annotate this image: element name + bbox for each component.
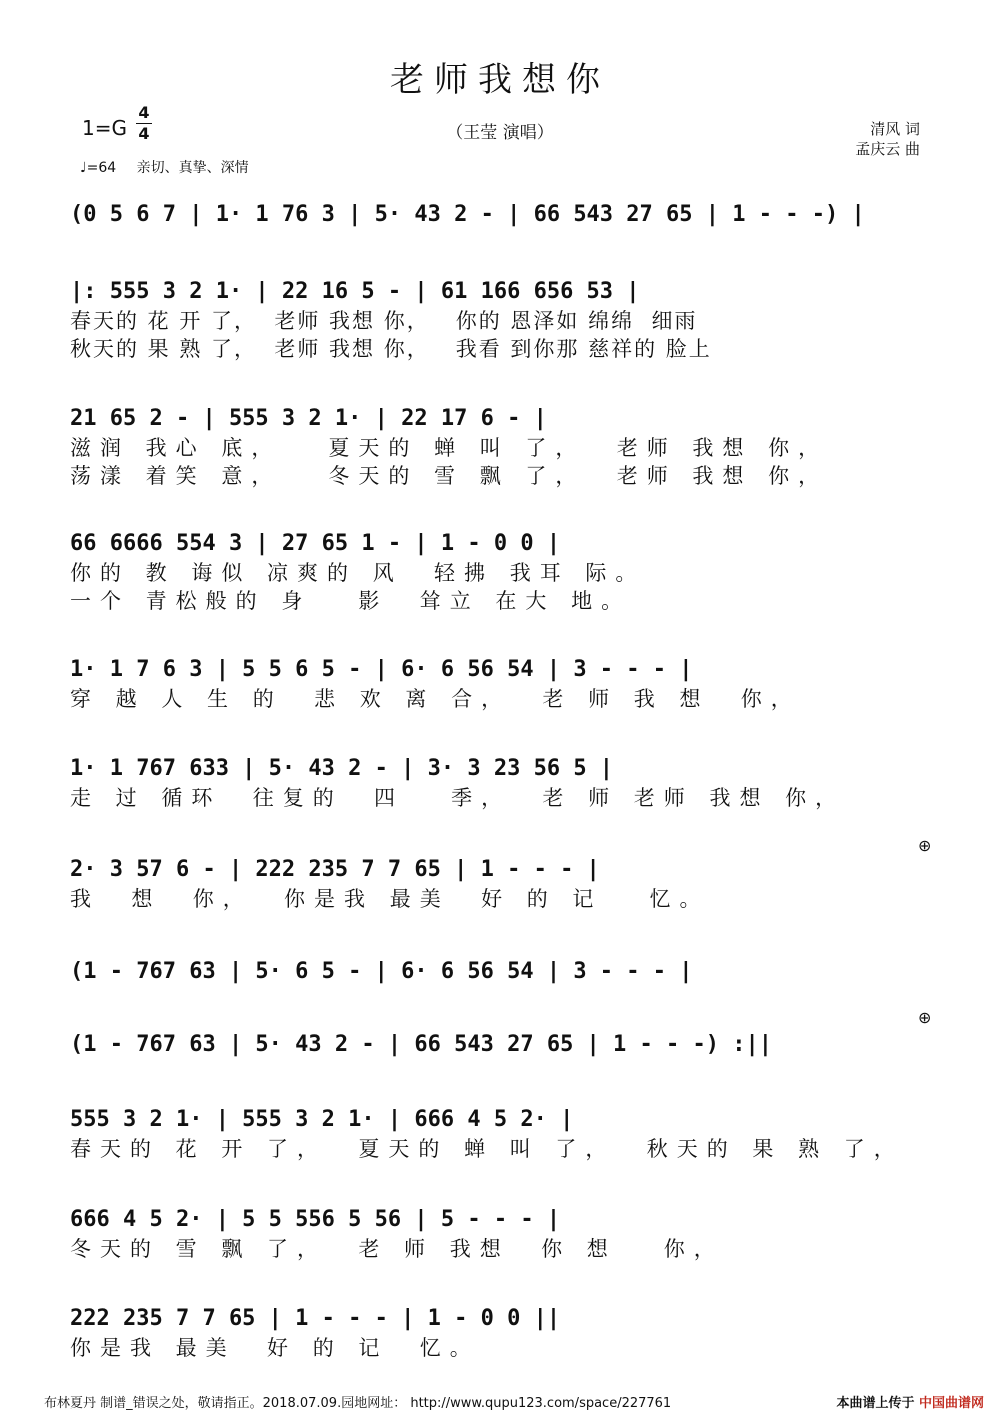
- score-row: [70, 853, 930, 913]
- score-row: [70, 752, 930, 812]
- score-row: [70, 1028, 930, 1060]
- lyric-line: 冬天的 雪 飘 了， 老 师 我想 你 想 你，: [70, 1237, 724, 1261]
- notation-line: 222 235 7 7 65 | 1 - - - | 1 - 0 0 ||: [70, 1305, 561, 1331]
- score-row: [70, 1203, 930, 1263]
- expression-marking: 亲切、真挚、深情: [136, 160, 249, 176]
- lyric-line: 一个 青松般的 身 影 耸立 在大 地。: [70, 589, 632, 613]
- lyric-line: 走 过 循环 往复的 四 季， 老 师 老师 我想 你，: [70, 786, 846, 810]
- lyricist-credit: 清风 词: [870, 120, 920, 138]
- lyric-line: 春天的 花 开 了， 夏天的 蝉 叫 了， 秋天的 果 熟 了，: [70, 1137, 904, 1161]
- footer-source-prefix: 本曲谱上传于: [836, 1396, 915, 1411]
- time-signature-bottom: 4: [138, 124, 150, 143]
- footer-credit: 布林夏丹 制谱_错误之处，敬请指正。2018.07.09.园地网址： http://www.qupu123.com/space/227761: [44, 1396, 672, 1411]
- lyric-line: 滋润 我心 底， 夏天的 蝉 叫 了， 老师 我想 你，: [70, 436, 829, 460]
- score-row: [70, 527, 930, 615]
- tempo-marking: [80, 157, 249, 177]
- footer-source: [836, 1392, 984, 1411]
- singer-credit: （王莹 演唱）: [446, 123, 554, 143]
- notation-line: 1· 1 767 633 | 5· 43 2 - | 3· 3 23 56 5 |: [70, 755, 614, 781]
- lyric-line: 秋天的 果 熟 了， 老师 我想 你， 我看 到你那 慈祥的 脸上: [70, 337, 712, 361]
- notation-line: 21 65 2 - | 555 3 2 1· | 22 17 6 - |: [70, 405, 547, 431]
- notation-line: |: 555 3 2 1· | 22 16 5 - | 61 166 656 53 |: [70, 278, 640, 304]
- lyric-line: 穿 越 人 生 的 悲 欢 离 合， 老 师 我 想 你，: [70, 687, 801, 711]
- notation-line: 555 3 2 1· | 555 3 2 1· | 666 4 5 2· |: [70, 1106, 574, 1132]
- notation-line: 1· 1 7 6 3 | 5 5 6 5 - | 6· 6 56 54 | 3 - - - |: [70, 656, 693, 682]
- score-row: [70, 275, 930, 363]
- score-row: [70, 653, 930, 713]
- tempo-value: ♩=64: [80, 160, 117, 176]
- notation-line: 666 4 5 2· | 5 5 556 5 56 | 5 - - - |: [70, 1206, 561, 1232]
- score-row: [70, 955, 930, 987]
- composer-credit: 孟庆云 曲: [855, 140, 920, 158]
- lyric-line: 你的 教 诲似 凉爽的 风 轻拂 我耳 际。: [70, 561, 646, 585]
- lyric-line: 我 想 你， 你是我 最美 好 的 记 忆。: [70, 887, 710, 911]
- notation-line: 2· 3 57 6 - | 222 235 7 7 65 | 1 - - - |: [70, 856, 600, 882]
- score-row: [70, 198, 930, 230]
- coda-icon: ⊕: [918, 836, 932, 855]
- notation-line: (0 5 6 7 | 1· 1 76 3 | 5· 43 2 - | 66 543 27 65 | 1 - - -) |: [70, 201, 865, 227]
- score-row: [70, 1103, 930, 1163]
- page-title: 老师我想你: [390, 60, 610, 100]
- time-signature: [136, 104, 152, 143]
- lyric-line: 荡漾 着笑 意， 冬天的 雪 飘 了， 老师 我想 你，: [70, 464, 829, 488]
- notation-line: (1 - 767 63 | 5· 43 2 - | 66 543 27 65 | 1 - - -) :||: [70, 1031, 772, 1057]
- time-signature-top: 4: [138, 103, 150, 122]
- lyric-line: 春天的 花 开 了， 老师 我想 你， 你的 恩泽如 绵绵 细雨: [70, 309, 698, 333]
- lyric-line: 你是我 最美 好 的 记 忆。: [70, 1336, 480, 1360]
- site-logo: 中国曲谱网: [918, 1396, 984, 1411]
- notation-line: (1 - 767 63 | 5· 6 5 - | 6· 6 56 54 | 3 - - - |: [70, 958, 693, 984]
- key-signature: 1=G: [82, 116, 127, 140]
- score-row: [70, 1302, 930, 1362]
- notation-line: 66 6666 554 3 | 27 65 1 - | 1 - 0 0 |: [70, 530, 561, 556]
- score-row: [70, 402, 930, 490]
- coda-icon: ⊕: [918, 1008, 932, 1027]
